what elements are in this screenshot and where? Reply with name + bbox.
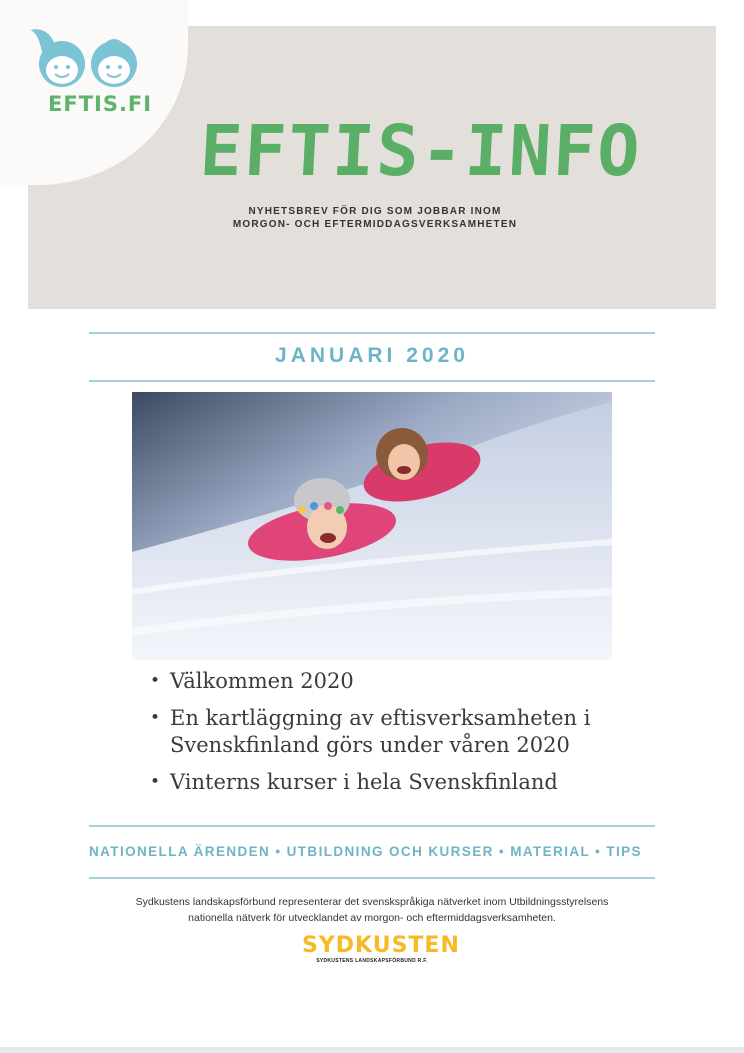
sponsor-subtitle: SYDKUSTENS LANDSKAPSFÖRBUND R.F. [316,958,428,964]
list-item-text: Vinterns kurser i hela Svenskfinland [170,770,558,794]
divider-under-month [89,380,655,382]
list-item-text: En kartläggning av eftisverksamheten i [170,706,591,730]
newsletter-subtitle [190,205,560,231]
footer-description [100,894,644,926]
footer-line-2: nationella nätverk för utvecklandet av morgon- och eftermiddagsverksamheten. [188,912,556,924]
headline-list [150,668,620,806]
sponsor-name: SYDKUSTEN [302,933,460,958]
newsletter-title: EFTIS-INFO [197,110,644,192]
divider-above-topics [89,825,655,827]
divider-top [89,332,655,334]
footer-line-1: Sydkustens landskapsförbund representerar det svenskspråkiga nätverket inom Utbildningsstyrelsens [135,896,609,908]
topics-line: NATIONELLA ÄRENDEN • UTBILDNING OCH KURSER • MATERIAL • TIPS [89,844,642,859]
sydkusten-logo [302,933,460,964]
issue-month: JANUARI 2020 [275,344,469,367]
list-item [150,705,620,759]
subtitle-line-2: MORGON- OCH EFTERMIDDAGSVERKSAMHETEN [232,219,518,230]
logo-text: EFTIS.FI [48,92,153,116]
bullet-dot: • [150,708,161,728]
bullet-dot: • [150,671,161,691]
sledding-children-photo [132,392,612,660]
list-item-text: Välkommen 2020 [170,669,354,693]
divider-below-topics [89,877,655,879]
subtitle-line-1: NYHETSBREV FÖR DIG SOM JOBBAR INOM [248,206,502,217]
list-item [150,769,620,796]
page-bottom-edge [0,1047,744,1053]
bullet-dot: • [150,772,161,792]
list-item-text-continued: Svenskfinland görs under våren 2020 [170,733,570,757]
list-item [150,668,620,695]
